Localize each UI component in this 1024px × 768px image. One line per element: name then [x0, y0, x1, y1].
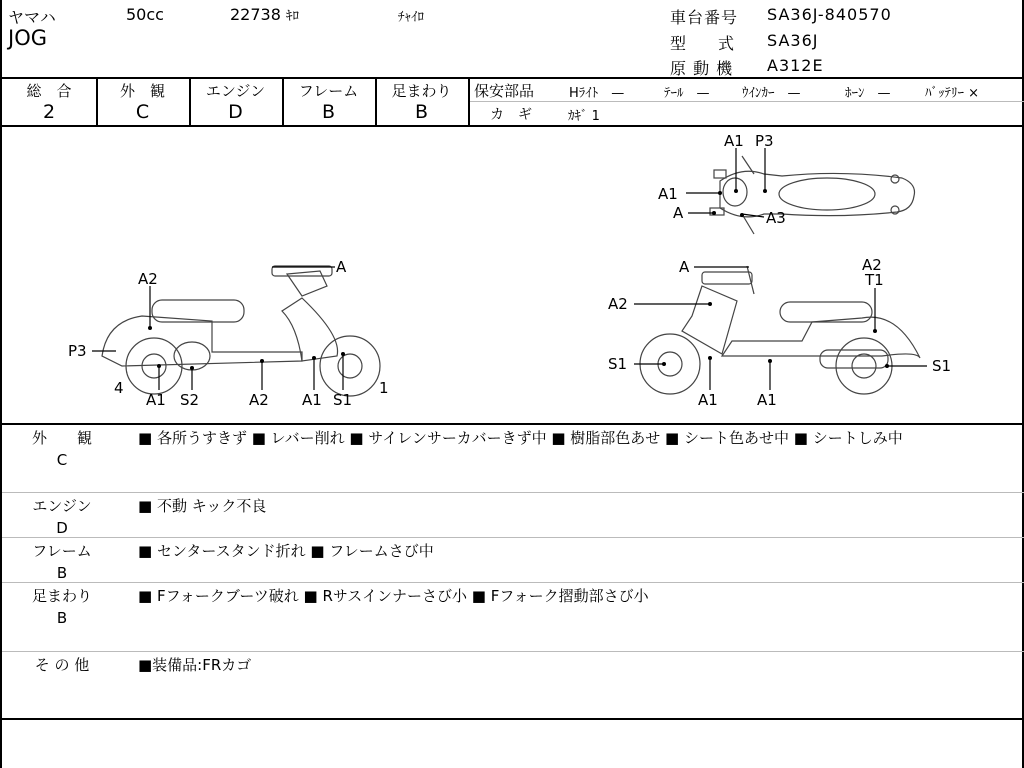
- diagram-label: S1: [608, 355, 628, 373]
- grade-engine-label: エンジン: [205, 82, 266, 100]
- diagram-label: A2: [138, 270, 158, 288]
- frame-number-label: 車台番号: [670, 8, 739, 27]
- divider: [2, 582, 1024, 583]
- engine-label: 原 動 機: [670, 59, 734, 78]
- diagram-label: 1: [379, 379, 389, 397]
- divider: [2, 423, 1024, 425]
- grade-exterior-value: C: [135, 101, 150, 123]
- scooter-top-view: [710, 156, 915, 234]
- safety-parts-label: 保安部品: [474, 82, 535, 100]
- frame-section-label: フレーム B: [32, 542, 92, 582]
- divider: [2, 492, 1024, 493]
- type-value: SA36J: [767, 31, 819, 50]
- exterior-notes: ■ 各所うすきず ■ レバー削れ ■ サイレンサーカバーきず中 ■ 樹脂部色あせ ■ シート色あせ中 ■ シートしみ中: [138, 429, 903, 447]
- damage-diagram: [2, 126, 1022, 422]
- exterior-section-label: 外 観 C: [31, 429, 92, 469]
- diagram-label: A1: [757, 391, 777, 409]
- diagram-label: A1: [302, 391, 322, 409]
- diagram-label: A2: [249, 391, 269, 409]
- diagram-label: P3: [68, 342, 87, 360]
- model-name: JOG: [8, 26, 47, 50]
- divider: [468, 101, 1024, 102]
- diagram-label: A1: [698, 391, 718, 409]
- diagram-label: A3: [766, 209, 786, 227]
- key-value: ｶｷﾞ 1: [568, 109, 600, 124]
- diagram-label: A: [673, 204, 684, 222]
- diagram-label: P3: [755, 132, 774, 150]
- grade-total-value: 2: [42, 101, 56, 123]
- grade-suspension-value: B: [414, 101, 429, 123]
- mileage: 22738 ｷﾛ: [230, 5, 299, 24]
- safety-item-taillight: ﾃｰﾙ —: [664, 86, 710, 101]
- grade-exterior-label: 外 観: [119, 82, 165, 100]
- type-label: 型 式: [670, 34, 735, 53]
- divider: [468, 77, 470, 125]
- suspension-notes: ■ Fフォークブーツ破れ ■ Rサスインナーさび小 ■ Fフォーク摺動部さび小: [138, 587, 649, 605]
- safety-item-winker: ｳｲﾝｶｰ —: [742, 86, 801, 101]
- diagram-label: A1: [146, 391, 166, 409]
- color: ﾁｬｲﾛ: [398, 10, 424, 25]
- engine-model: A312E: [767, 56, 824, 75]
- divider: [2, 651, 1024, 652]
- diagram-label: A1: [724, 132, 744, 150]
- grade-suspension-label: 足まわり: [391, 82, 452, 100]
- other-section-label: そ の 他: [34, 656, 90, 674]
- diagram-label: S1: [333, 391, 353, 409]
- divider: [2, 718, 1024, 720]
- diagram-label: S2: [180, 391, 200, 409]
- diagram-label: 4: [114, 379, 124, 397]
- key-label: カ ギ: [490, 107, 532, 123]
- diagram-label: A2: [608, 295, 628, 313]
- suspension-section-label: 足まわり B: [31, 587, 92, 627]
- grade-engine-value: D: [228, 101, 243, 123]
- diagram-label: S1: [932, 357, 952, 375]
- grade-frame-value: B: [321, 101, 336, 123]
- frame-notes: ■ センタースタンド折れ ■ フレームさび中: [138, 542, 434, 560]
- divider: [2, 537, 1024, 538]
- engine-section-label: エンジン D: [32, 497, 92, 537]
- safety-item-headlight: Hﾗｲﾄ —: [569, 86, 625, 101]
- grade-frame-label: フレーム: [298, 82, 359, 100]
- diagram-label: A2: [862, 256, 882, 274]
- grade-total-label: 総 合: [26, 82, 72, 100]
- safety-item-battery: ﾊﾞｯﾃﾘｰ ×: [925, 86, 980, 101]
- maker: ヤマハ: [8, 8, 56, 27]
- other-notes: ■装備品:FRカゴ: [138, 656, 252, 674]
- divider: [2, 77, 1024, 79]
- displacement: 50cc: [126, 5, 164, 24]
- diagram-label: A: [679, 258, 690, 276]
- safety-item-horn: ﾎｰﾝ —: [845, 86, 891, 101]
- engine-notes: ■ 不動 キック不良: [138, 497, 267, 515]
- diagram-label: A: [336, 258, 347, 276]
- frame-number: SA36J-840570: [767, 5, 892, 24]
- diagram-label: T1: [865, 271, 884, 289]
- diagram-label: A1: [658, 185, 678, 203]
